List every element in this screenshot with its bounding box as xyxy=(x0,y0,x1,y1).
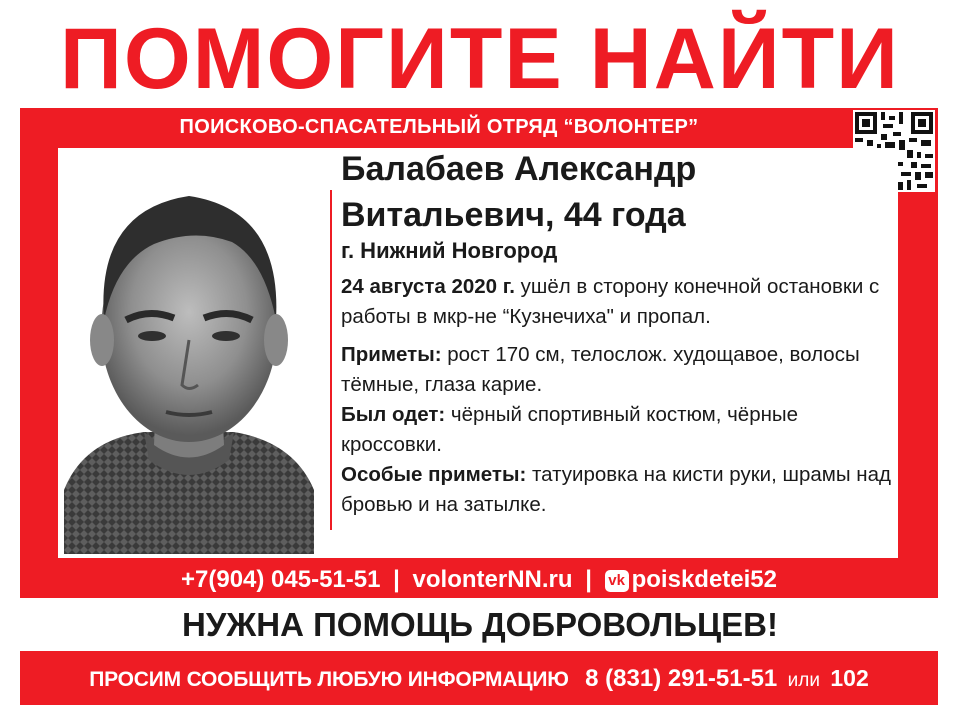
signs-text: рост 170 см, телослож. худощавое, волосы тёмные, глаза карие. xyxy=(341,343,860,396)
or-text: или xyxy=(787,670,820,691)
special-paragraph xyxy=(341,460,896,520)
person-name-line2: Витальевич, 44 года xyxy=(341,196,686,234)
clothes-label: Был одет: xyxy=(341,403,446,426)
signs-label: Приметы: xyxy=(341,343,442,366)
event-text: ушёл в сторону конечной остановки с работы в мкр-не “Кузнечиха" и пропал. xyxy=(341,275,880,328)
missing-date: 24 августа 2020 г. xyxy=(341,275,515,298)
contact-phone[interactable]: +7(904) 045-51-51 xyxy=(180,566,381,593)
request-text: ПРОСИМ СООБЩИТЬ ЛЮБУЮ ИНФОРМАЦИЮ xyxy=(89,668,569,691)
event-paragraph xyxy=(341,272,896,332)
divider-line xyxy=(330,190,332,530)
person-name xyxy=(341,146,881,238)
signs-paragraph xyxy=(341,340,896,400)
emergency-number[interactable]: 102 xyxy=(830,665,869,691)
bottom-text xyxy=(20,651,938,705)
hotline-phone[interactable]: 8 (831) 291-51-51 xyxy=(585,665,778,692)
contact-vk[interactable]: poiskdetei52 xyxy=(631,566,778,593)
description xyxy=(341,272,896,520)
special-label: Особые приметы: xyxy=(341,463,527,486)
contact-site[interactable]: volonterNN.ru xyxy=(412,566,573,593)
clothes-text: чёрный спортивный костюм, чёрные кроссовки. xyxy=(341,403,799,456)
help-heading: НУЖНА ПОМОЩЬ ДОБРОВОЛЬЦЕВ! xyxy=(182,606,778,643)
contacts-line xyxy=(20,563,938,597)
vk-icon: vk xyxy=(605,570,629,592)
separator: | xyxy=(585,566,592,593)
person-name-line1: Балабаев Александр xyxy=(341,150,697,188)
person-photo xyxy=(64,170,314,554)
headline: ПОМОГИТЕ НАЙТИ xyxy=(60,11,900,107)
clothes-paragraph xyxy=(341,400,896,460)
special-text: татуировка на кисти руки, шрамы над бровью и на затылке. xyxy=(341,463,891,516)
person-city: г. Нижний Новгород xyxy=(341,238,558,263)
separator: | xyxy=(393,566,400,593)
organization-name: ПОИСКОВО-СПАСАТЕЛЬНЫЙ ОТРЯД “ВОЛОНТЕР” xyxy=(179,116,699,138)
